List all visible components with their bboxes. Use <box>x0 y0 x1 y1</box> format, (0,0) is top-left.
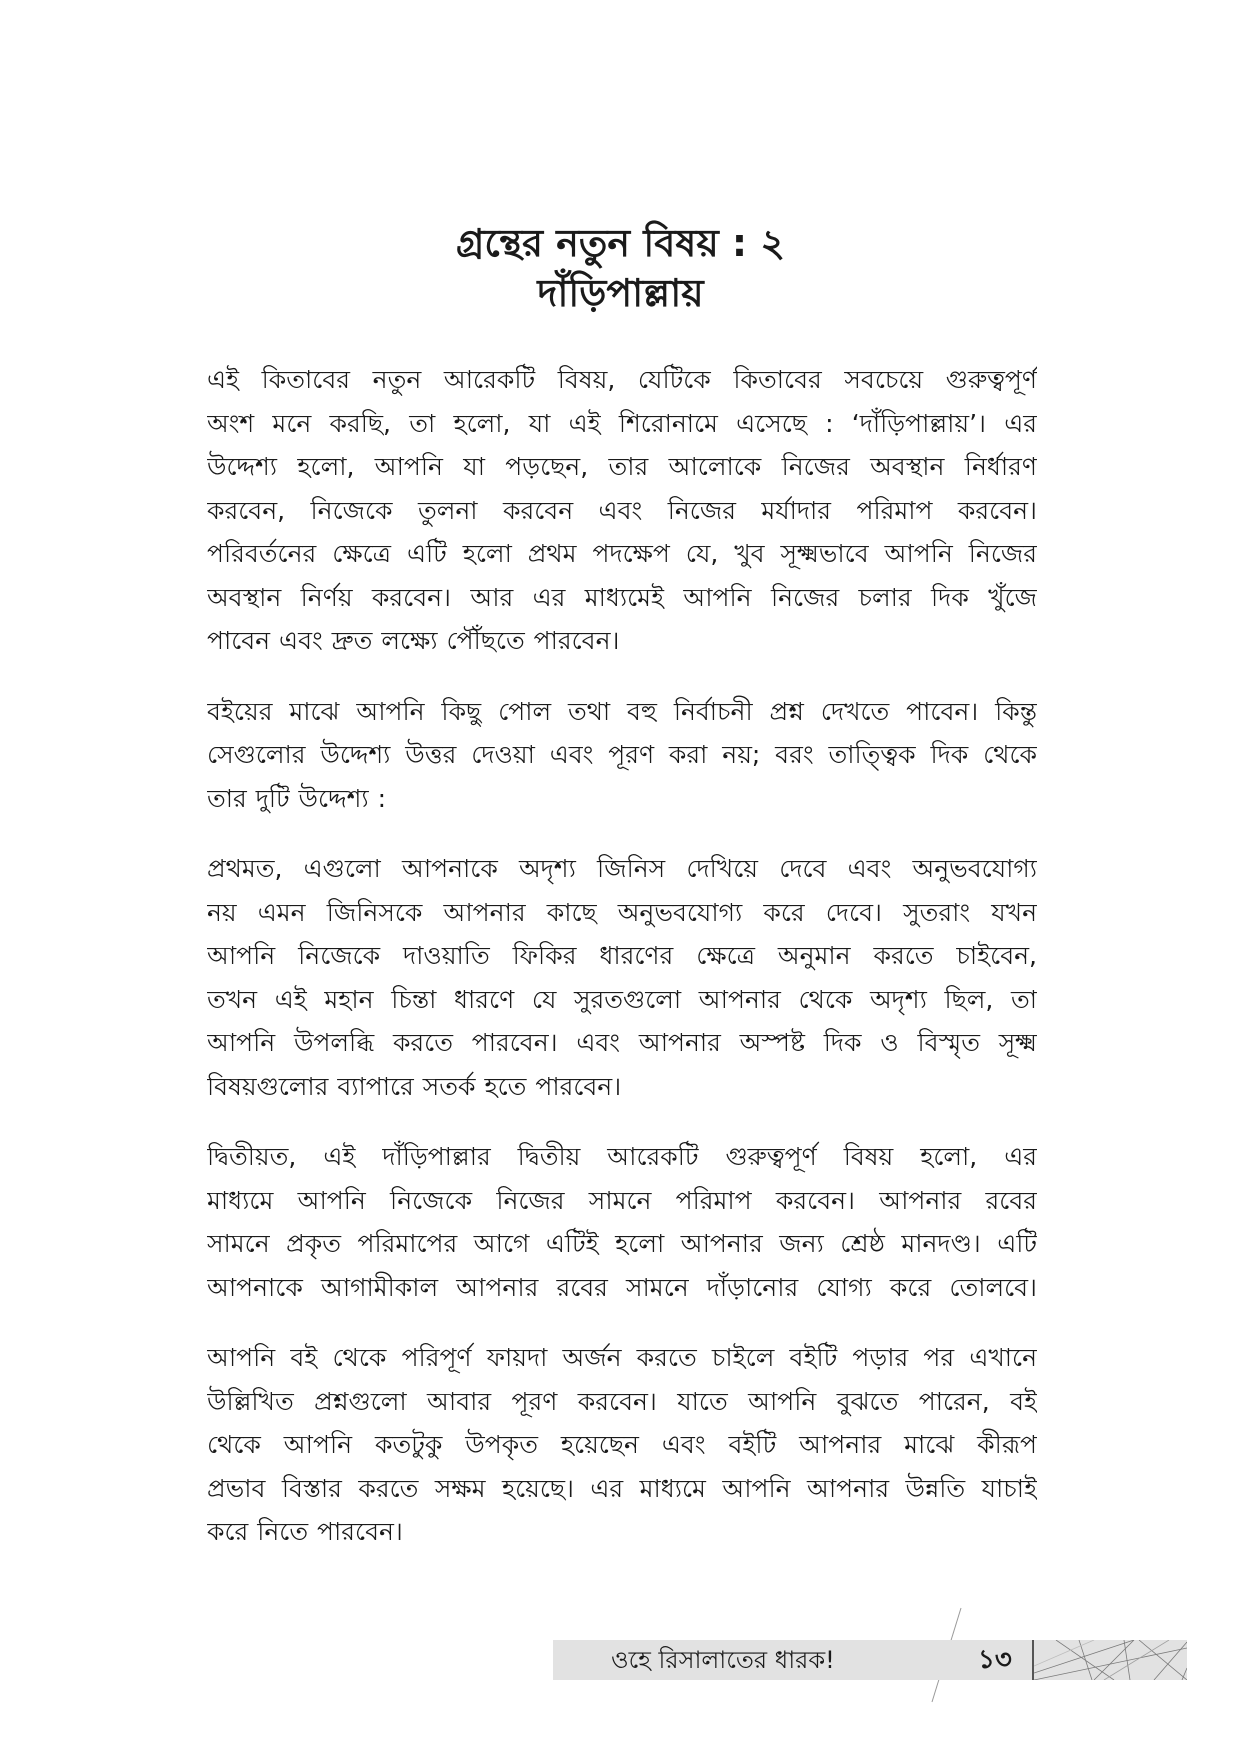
text-line: আপনি বই থেকে পরিপূর্ণ ফায়দা অর্জন করতে চাইলে বইটি পড়ার পর এখানে <box>207 1343 1037 1372</box>
text-line: এই কিতাবের নতুন আরেকটি বিষয়, যেটিকে কিতাবের সবচেয়ে গুরুত্বপূর্ণ <box>207 365 1037 394</box>
text-line: আপনাকে আগামীকাল আপনার রবের সামনে দাঁড়ানোর যোগ্য করে তোলবে। <box>207 1272 1037 1302</box>
footer-bar <box>553 1640 1187 1680</box>
text-line: সেগুলোর উদ্দেশ্য উত্তর দেওয়া এবং পূরণ করা নয়; বরং তাত্ত্বিক দিক থেকে <box>207 740 1037 769</box>
text-line: মাধ্যমে আপনি নিজেকে নিজের সামনে পরিমাপ করবেন। আপনার রবের <box>207 1185 1037 1215</box>
text-line: তার দুটি উদ্দেশ্য : <box>207 783 386 813</box>
text-line: বইয়ের মাঝে আপনি কিছু পোল তথা বহু নির্বাচনী প্রশ্ন দেখতে পাবেন। কিন্তু <box>207 696 1037 726</box>
page-number: ১৩ <box>978 1645 1012 1675</box>
title-line-2: দাঁড়িপাল্লায় <box>537 271 704 315</box>
page-title <box>0 218 1241 318</box>
text-line: থেকে আপনি কতটুকু উপকৃত হয়েছেন এবং বইটি আপনার মাঝে কীরূপ <box>207 1430 1037 1459</box>
paragraph-2 <box>207 690 1037 821</box>
text-line: দ্বিতীয়ত, এই দাঁড়িপাল্লার দ্বিতীয় আরেকটি গুরুত্বপূর্ণ বিষয় হলো, এর <box>207 1142 1037 1171</box>
text-line: বিষয়গুলোর ব্যাপারে সতর্ক হতে পারবেন। <box>207 1071 622 1101</box>
text-line: সামনে প্রকৃত পরিমাপের আগে এটিই হলো আপনার জন্য শ্রেষ্ঠ মানদণ্ড। এটি <box>207 1229 1037 1258</box>
text-line: করবেন, নিজেকে তুলনা করবেন এবং নিজের মর্যাদার পরিমাপ করবেন। <box>207 495 1037 525</box>
text-line: আপনি নিজেকে দাওয়াতি ফিকির ধারণের ক্ষেত্রে অনুমান করতে চাইবেন, <box>207 941 1037 970</box>
paragraph-1 <box>207 358 1037 663</box>
text-line: পাবেন এবং দ্রুত লক্ষ্যে পৌঁছতে পারবেন। <box>207 626 620 655</box>
text-line: প্রথমত, এগুলো আপনাকে অদৃশ্য জিনিস দেখিয়ে দেবে এবং অনুভবযোগ্য <box>207 854 1037 883</box>
text-line: পরিবর্তনের ক্ষেত্রে এটি হলো প্রথম পদক্ষেপ যে, খুব সূক্ষ্মভাবে আপনি নিজের <box>207 539 1037 568</box>
text-line: প্রভাব বিস্তার করতে সক্ষম হয়েছে। এর মাধ্যমে আপনি আপনার উন্নতি যাচাই <box>207 1473 1037 1503</box>
paragraph-3 <box>207 847 1037 1108</box>
text-line: আপনি উপলব্ধি করতে পারবেন। এবং আপনার অস্পষ্ট দিক ও বিস্মৃত সূক্ষ্ম <box>207 1028 1037 1057</box>
footer-book-title: ওহে রিসালাতের ধারক! <box>611 1646 835 1674</box>
text-line: অবস্থান নির্ণয় করবেন। আর এর মাধ্যমেই আপনি নিজের চলার দিক খুঁজে <box>207 582 1037 612</box>
paragraph-4 <box>207 1135 1037 1309</box>
body-text <box>207 358 1037 1581</box>
geometric-lines-decoration-icon <box>1034 1640 1187 1680</box>
paragraph-5 <box>207 1336 1037 1554</box>
text-line: অংশ মনে করছি, তা হলো, যা এই শিরোনামে এসেছে : ‘দাঁড়িপাল্লায়’। এর <box>207 408 1037 438</box>
text-line: করে নিতে পারবেন। <box>207 1517 403 1546</box>
text-line: তখন এই মহান চিন্তা ধারণে যে সুরতগুলো আপনার থেকে অদৃশ্য ছিল, তা <box>207 984 1037 1014</box>
title-line-1: গ্রন্থের নতুন বিষয় : ২ <box>455 221 786 265</box>
text-line: নয় এমন জিনিসকে আপনার কাছে অনুভবযোগ্য করে দেবে। সুতরাং যখন <box>207 897 1037 927</box>
text-line: উদ্দেশ্য হলো, আপনি যা পড়ছেন, তার আলোকে নিজের অবস্থান নির্ধারণ <box>207 452 1037 481</box>
text-line: উল্লিখিত প্রশ্নগুলো আবার পূরণ করবেন। যাতে আপনি বুঝতে পারেন, বই <box>207 1386 1037 1416</box>
